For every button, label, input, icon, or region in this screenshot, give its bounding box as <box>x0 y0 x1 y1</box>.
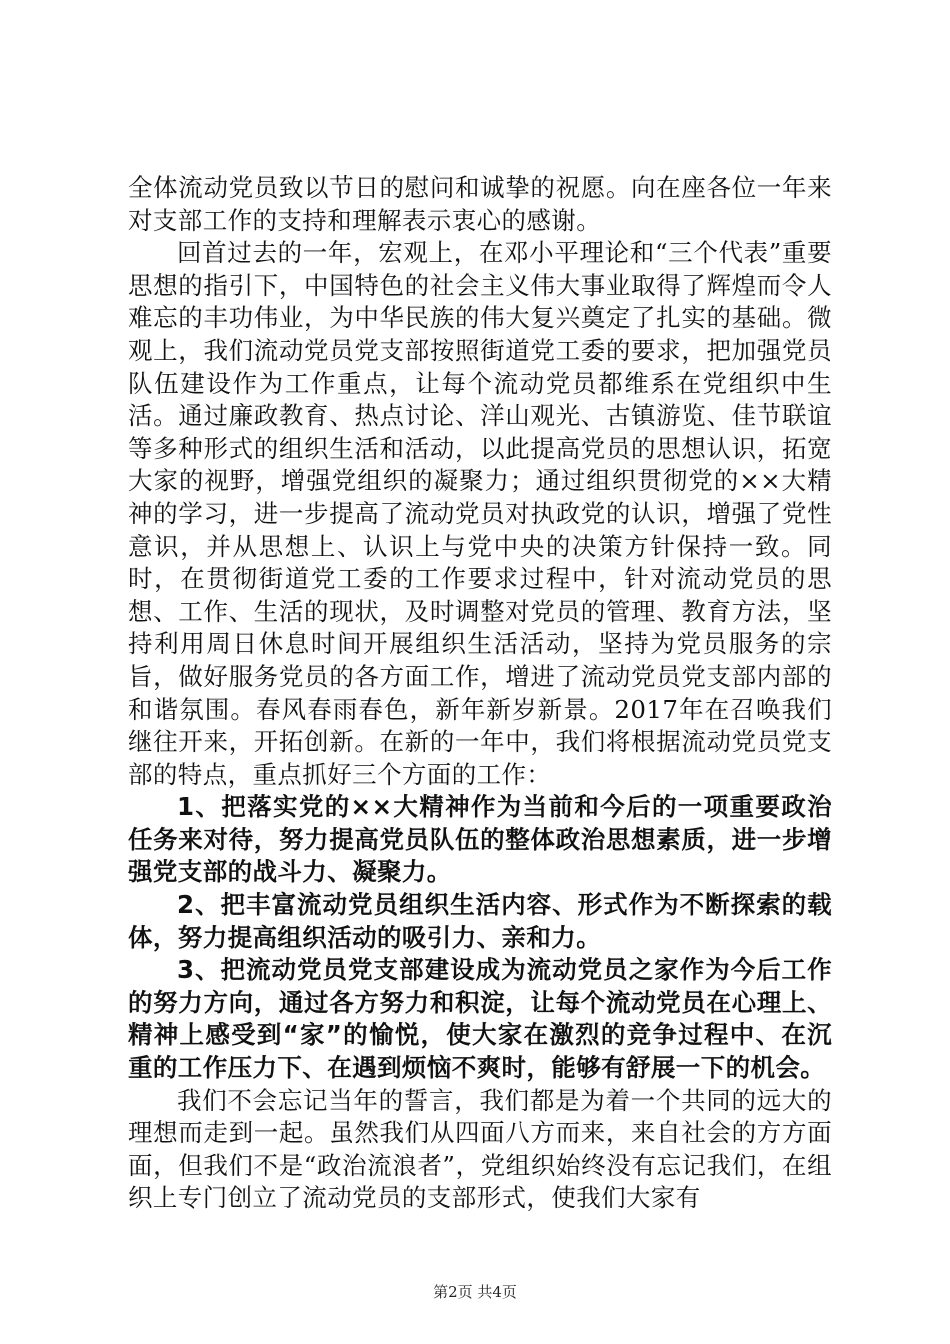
page-number-footer: 第2页 共4页 <box>433 1283 517 1301</box>
document-body <box>128 172 832 1215</box>
paragraph-greeting: 全体流动党员致以节日的慰问和诚挚的祝愿。向在座各位一年来对支部工作的支持和理解表示衷心的感谢。 <box>128 173 832 235</box>
paragraph-review: 回首过去的一年，宏观上，在邓小平理论和“三个代表”重要思想的指引下，中国特色的社会主义伟大事业取得了辉煌而令人难忘的丰功伟业，为中华民族的伟大复兴奠定了扎实的基础。微观上，我们流动党员党支部按照街道党工委的要求，把加强党员队伍建设作为工作重点，让每个流动党员都维系在党组织中生活。通过廉政教育、热点讨论、洋山观光、古镇游览、佳节联谊等多种形式的组织生活和活动，以此提高党员的思想认识，拓宽大家的视野，增强党组织的凝聚力；通过组织贯彻党的××大精神的学习，进一步提高了流动党员对执政党的认识，增强了党性意识，并从思想上、认识上与党中央的决策方针保持一致。同时，在贯彻街道党工委的工作要求过程中，针对流动党员的思想、工作、生活的现状，及时调整对党员的管理、教育方法，坚持利用周日休息时间开展组织生活活动，坚持为党员服务的宗旨，做好服务党员的各方面工作，增进了流动党员党支部内部的和谐氛围。春风春雨春色，新年新岁新景。2017年在召唤我们继往开来，开拓创新。在新的一年中，我们将根据流动党员党支部的特点，重点抓好三个方面的工作： <box>128 238 832 789</box>
paragraph-task-2: 2、把丰富流动党员组织生活内容、形式作为不断探索的载体，努力提高组织活动的吸引力、亲和力。 <box>128 890 832 952</box>
paragraph-oath: 我们不会忘记当年的誓言，我们都是为着一个共同的远大的理想而走到一起。虽然我们从四面八方而来，来自社会的方方面面，但我们不是“政治流浪者”，党组织始终没有忘记我们，在组织上专门创立了流动党员的支部形式，使我们大家有 <box>128 1085 832 1213</box>
paragraph-task-1: 1、把落实党的××大精神作为当前和今后的一项重要政治任务来对待，努力提高党员队伍的整体政治思想素质，进一步增强党支部的战斗力、凝聚力。 <box>128 792 832 887</box>
paragraph-task-3: 3、把流动党员党支部建设成为流动党员之家作为今后工作的努力方向，通过各方努力和积淀，让每个流动党员在心理上、精神上感受到“家”的愉悦，使大家在激烈的竞争过程中、在沉重的工作压力下、在遇到烦恼不爽时，能够有舒展一下的机会。 <box>128 955 832 1083</box>
